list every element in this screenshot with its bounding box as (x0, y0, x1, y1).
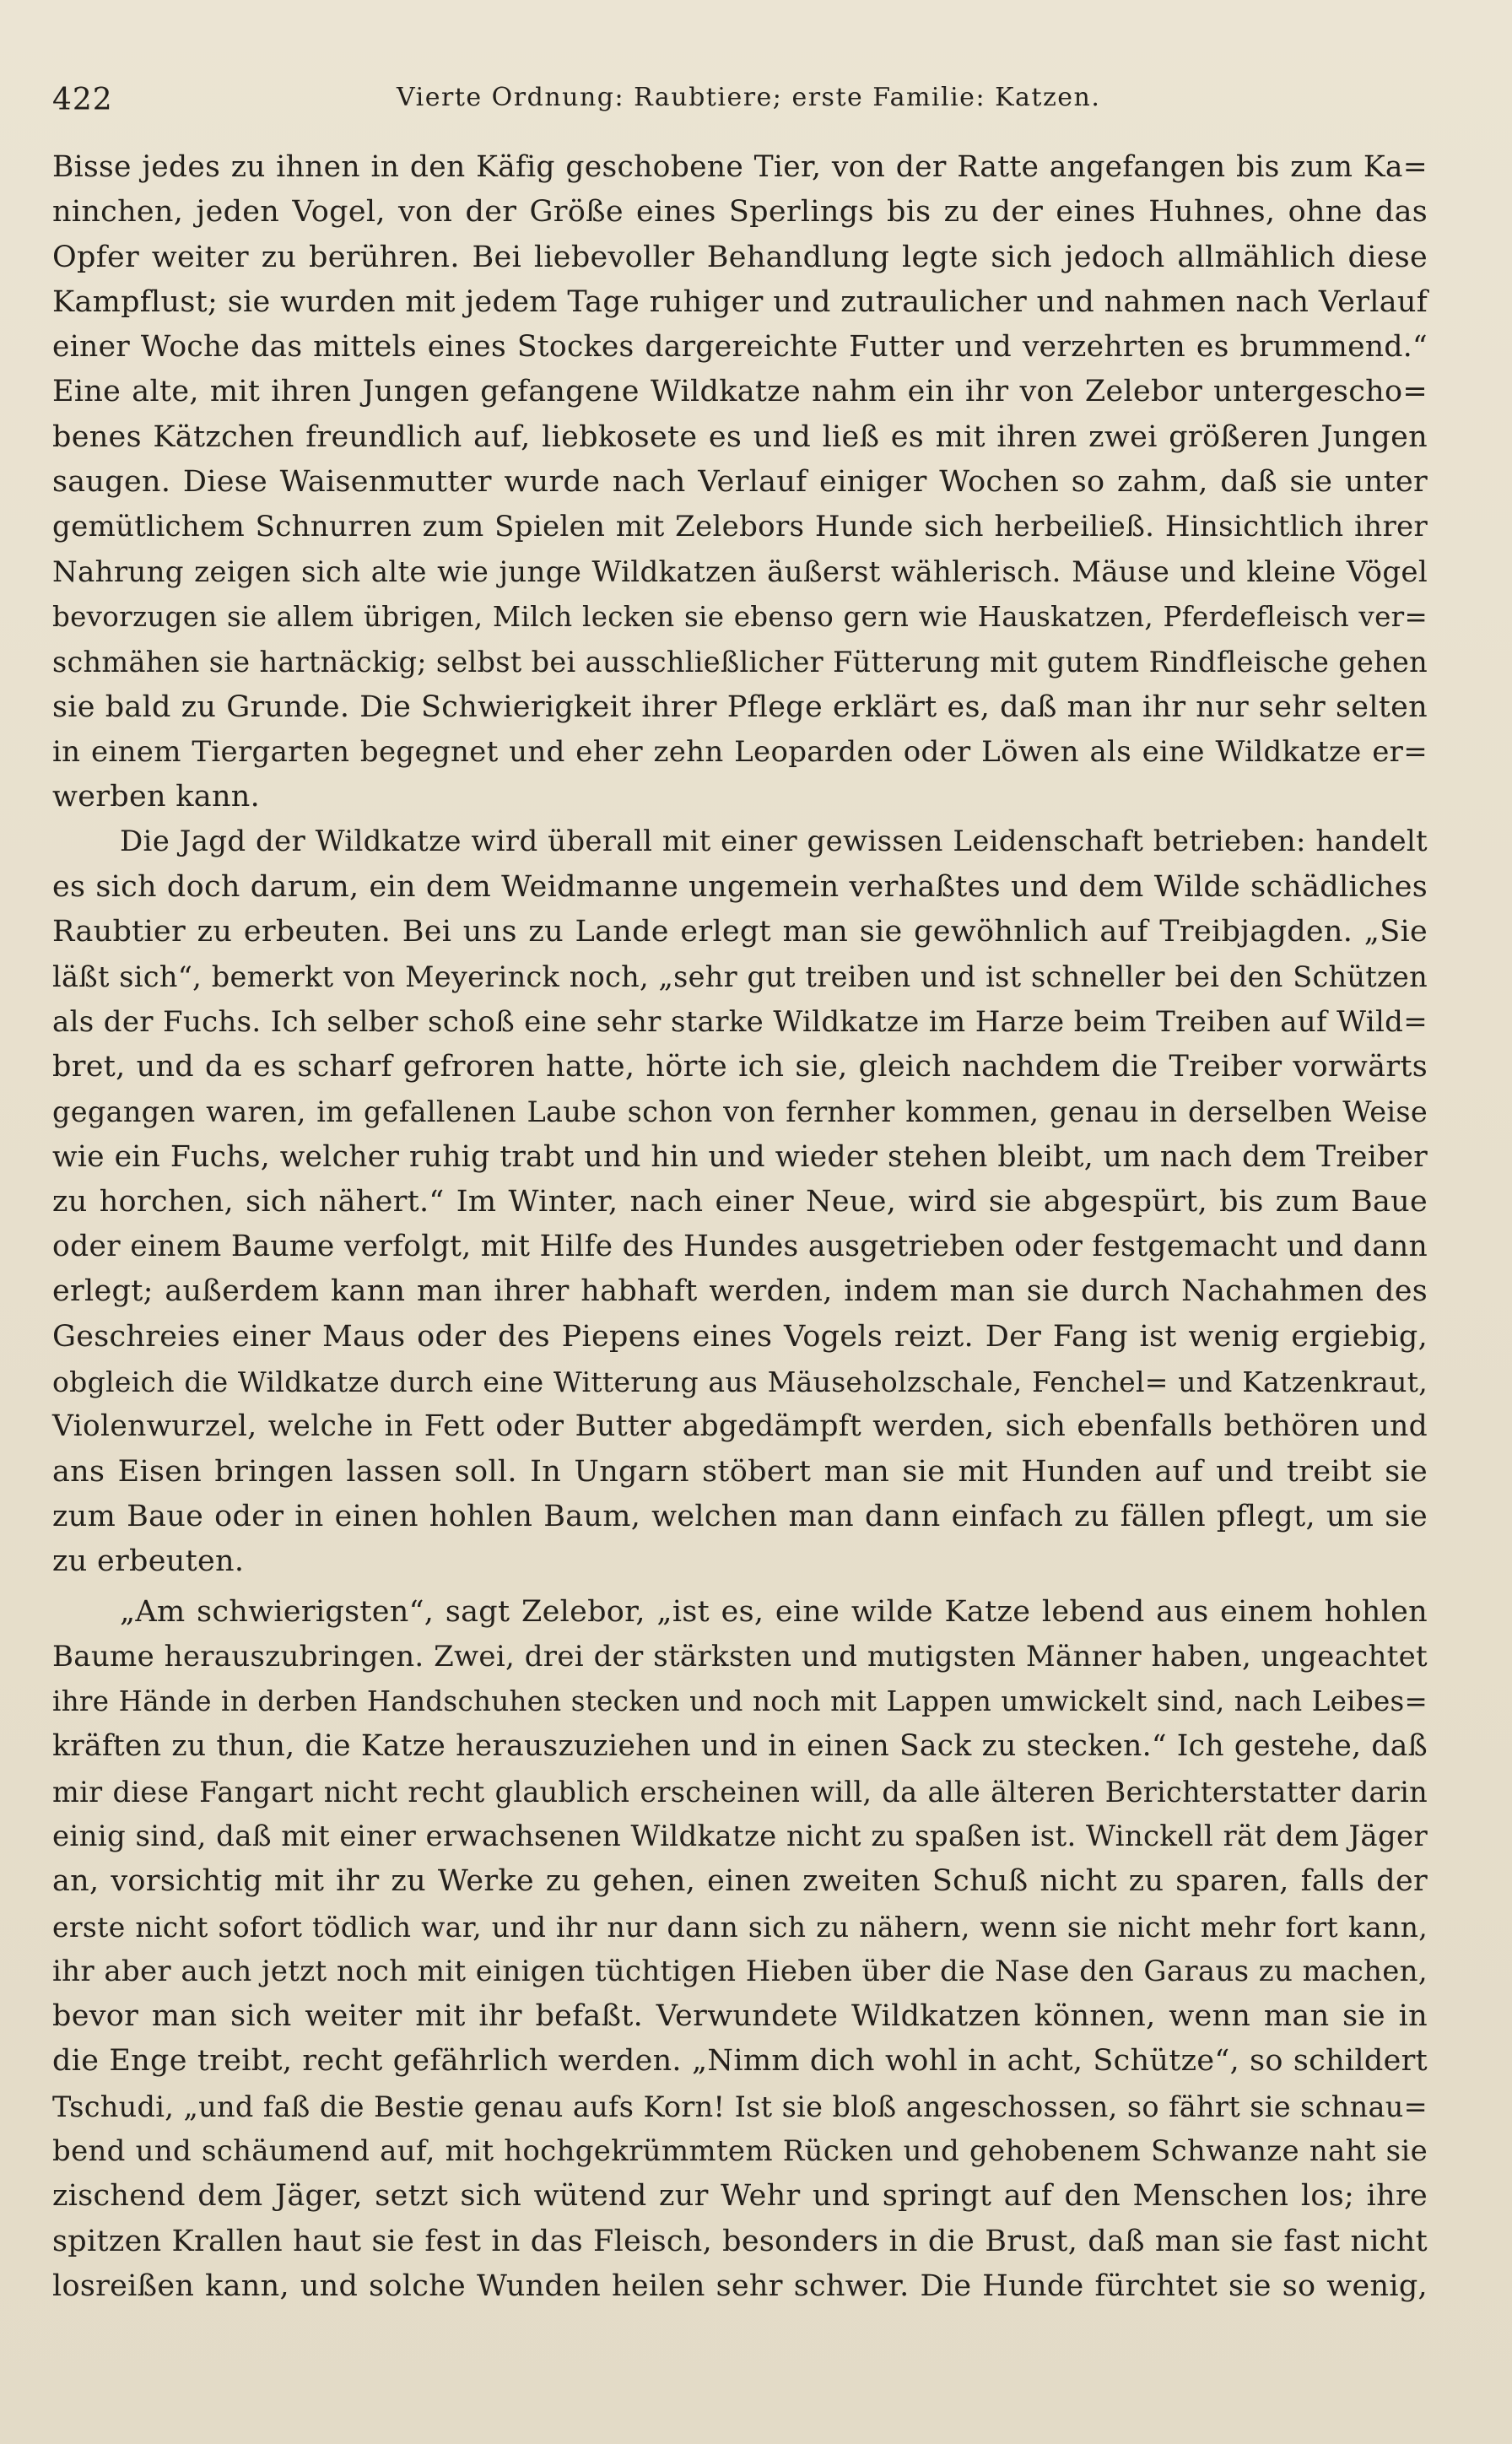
text-line: bevor man sich weiter mit ihr befaßt. Verwundete Wildkatzen können, wenn man sie in (52, 1999, 1428, 2034)
text-line: es sich doch darum, ein dem Weidmanne ungemein verhaßtes und dem Wilde schädliches (52, 869, 1428, 904)
text-line: ans Eisen bringen lassen soll. In Ungarn stöbert man sie mit Hunden auf und treibt sie (52, 1454, 1428, 1489)
text-line: saugen. Diese Waisenmutter wurde nach Verlauf einiger Wochen so zahm, daß sie unter (52, 465, 1428, 500)
page-number: 422 (52, 83, 113, 117)
text-line: wie ein Fuchs, welcher ruhig trabt und hin und wieder stehen bleibt, um nach dem Treiber (52, 1139, 1428, 1174)
text-line: einer Woche das mittels eines Stockes dargereichte Futter und verzehrten es brummend.“ (52, 330, 1428, 365)
text-line: bend und schäumend auf, mit hochgekrümmtem Rücken und gehobenem Schwanze naht sie (52, 2134, 1428, 2169)
text-line: mir diese Fangart nicht recht glaublich erscheinen will, da alle älteren Berichterstatter darin (52, 1775, 1428, 1809)
running-head: Vierte Ordnung: Raubtiere; erste Familie: Katzen. (397, 83, 1101, 112)
text-line: bevorzugen sie allem übrigen, Milch lecken sie ebenso gern wie Hauskatzen, Pferdefleisch ver= (52, 600, 1428, 633)
text-line: läßt sich“, bemerkt von Meyerinck noch, „sehr gut treiben und ist schneller bei den Schützen (52, 960, 1428, 994)
text-line: Baume herauszubringen. Zwei, drei der stärksten und mutigsten Männer haben, ungeachtet (52, 1639, 1428, 1673)
text-line: werben kann. (52, 780, 261, 814)
text-line: Eine alte, mit ihren Jungen gefangene Wildkatze nahm ein ihr von Zelebor untergescho= (52, 375, 1428, 409)
text-line: in einem Tiergarten begegnet und eher zehn Leoparden oder Löwen als eine Wildkatze er= (52, 734, 1428, 769)
text-line: oder einem Baume verfolgt, mit Hilfe des Hundes ausgetrieben oder festgemacht und dann (52, 1230, 1428, 1264)
text-line: obgleich die Wildkatze durch eine Witterung aus Mäuseholzschale, Fenchel= und Katzenkraut, (52, 1365, 1428, 1399)
text-line: erste nicht sofort tödlich war, und ihr nur dann sich zu nähern, wenn sie nicht mehr fort kann, (52, 1910, 1428, 1944)
text-line: zum Baue oder in einen hohlen Baum, welchen man dann einfach zu fällen pflegt, um sie (52, 1499, 1428, 1533)
text-line: ninchen, jeden Vogel, von der Größe eines Sperlings bis zu der eines Huhnes, ohne das (52, 195, 1428, 230)
text-line: schmähen sie hartnäckig; selbst bei ausschließlicher Fütterung mit gutem Rindfleische gehen (52, 646, 1428, 679)
page-header (52, 78, 1419, 125)
text-line: Bisse jedes zu ihnen in den Käfig geschobene Tier, von der Ratte angefangen bis zum Ka= (52, 150, 1428, 184)
paragraph-2 (52, 819, 1428, 1584)
text-line: ihr aber auch jetzt noch mit einigen tüchtigen Hieben über die Nase den Garaus zu machen, (52, 1954, 1428, 1988)
body-text (52, 145, 1428, 2309)
text-line: die Enge treibt, recht gefährlich werden. „Nimm dich wohl in acht, Schütze“, so schildert (52, 2044, 1428, 2079)
text-line: kräften zu thun, die Katze herauszuziehen und in einen Sack zu stecken.“ Ich gestehe, daß (52, 1729, 1428, 1764)
text-line: losreißen kann, und solche Wunden heilen sehr schwer. Die Hunde fürchtet sie so wenig, (52, 2268, 1428, 2303)
text-line: Violenwurzel, welche in Fett oder Butter abgedämpft werden, sich ebenfalls bethören und (52, 1409, 1428, 1444)
text-line: Kampflust; sie wurden mit jedem Tage ruhiger und zutraulicher und nahmen nach Verlauf (52, 284, 1428, 319)
text-line: zischend dem Jäger, setzt sich wütend zur Wehr und springt auf den Menschen los; ihre (52, 2179, 1428, 2214)
paragraph-3 (52, 1590, 1428, 2310)
text-line: Die Jagd der Wildkatze wird überall mit einer gewissen Leidenschaft betrieben: handelt (120, 825, 1428, 859)
text-line: bret, und da es scharf gefroren hatte, hörte ich sie, gleich nachdem die Treiber vorwärts (52, 1049, 1428, 1084)
text-line: zu erbeuten. (52, 1544, 245, 1579)
text-line: Nahrung zeigen sich alte wie junge Wildkatzen äußerst wählerisch. Mäuse und kleine Vögel (52, 554, 1428, 589)
text-line: Tschudi, „und faß die Bestie genau aufs Korn! Ist sie bloß angeschossen, so fährt sie schnau= (52, 2090, 1428, 2123)
text-line: „Am schwierigsten“, sagt Zelebor, „ist es, eine wilde Katze lebend aus einem hohlen (120, 1594, 1428, 1629)
text-line: Geschreies einer Maus oder des Piepens eines Vogels reizt. Der Fang ist wenig ergiebig, (52, 1319, 1428, 1354)
text-line: Opfer weiter zu berühren. Bei liebevoller Behandlung legte sich jedoch allmählich diese (52, 240, 1428, 274)
text-line: ihre Hände in derben Handschuhen stecken und noch mit Lappen umwickelt sind, nach Leibes= (52, 1685, 1428, 1718)
text-line: an, vorsichtig mit ihr zu Werke zu gehen, einen zweiten Schuß nicht zu sparen, falls der (52, 1864, 1428, 1899)
paragraph-1 (52, 145, 1428, 819)
text-line: einig sind, daß mit einer erwachsenen Wildkatze nicht zu spaßen ist. Winckell rät dem Jäger (52, 1819, 1428, 1853)
text-line: spitzen Krallen haut sie fest in das Fleisch, besonders in die Brust, daß man sie fast nicht (52, 2224, 1428, 2258)
text-line: Raubtier zu erbeuten. Bei uns zu Lande erlegt man sie gewöhnlich auf Treibjagden. „Sie (52, 915, 1428, 949)
text-line: zu horchen, sich nähert.“ Im Winter, nach einer Neue, wird sie abgespürt, bis zum Baue (52, 1184, 1428, 1219)
text-line: als der Fuchs. Ich selber schoß eine sehr starke Wildkatze im Harze beim Treiben auf Wild= (52, 1004, 1428, 1039)
text-line: sie bald zu Grunde. Die Schwierigkeit ihrer Pflege erklärt es, daß man ihr nur sehr selten (52, 689, 1428, 724)
text-line: gegangen waren, im gefallenen Laube schon von fernher kommen, genau in derselben Weise (52, 1095, 1428, 1129)
text-line: benes Kätzchen freundlich auf, liebkosete es und ließ es mit ihren zwei größeren Jungen (52, 419, 1428, 454)
text-line: erlegt; außerdem kann man ihrer habhaft werden, indem man sie durch Nachahmen des (52, 1274, 1428, 1309)
text-line: gemütlichem Schnurren zum Spielen mit Zelebors Hunde sich herbeiließ. Hinsichtlich ihrer (52, 510, 1428, 544)
